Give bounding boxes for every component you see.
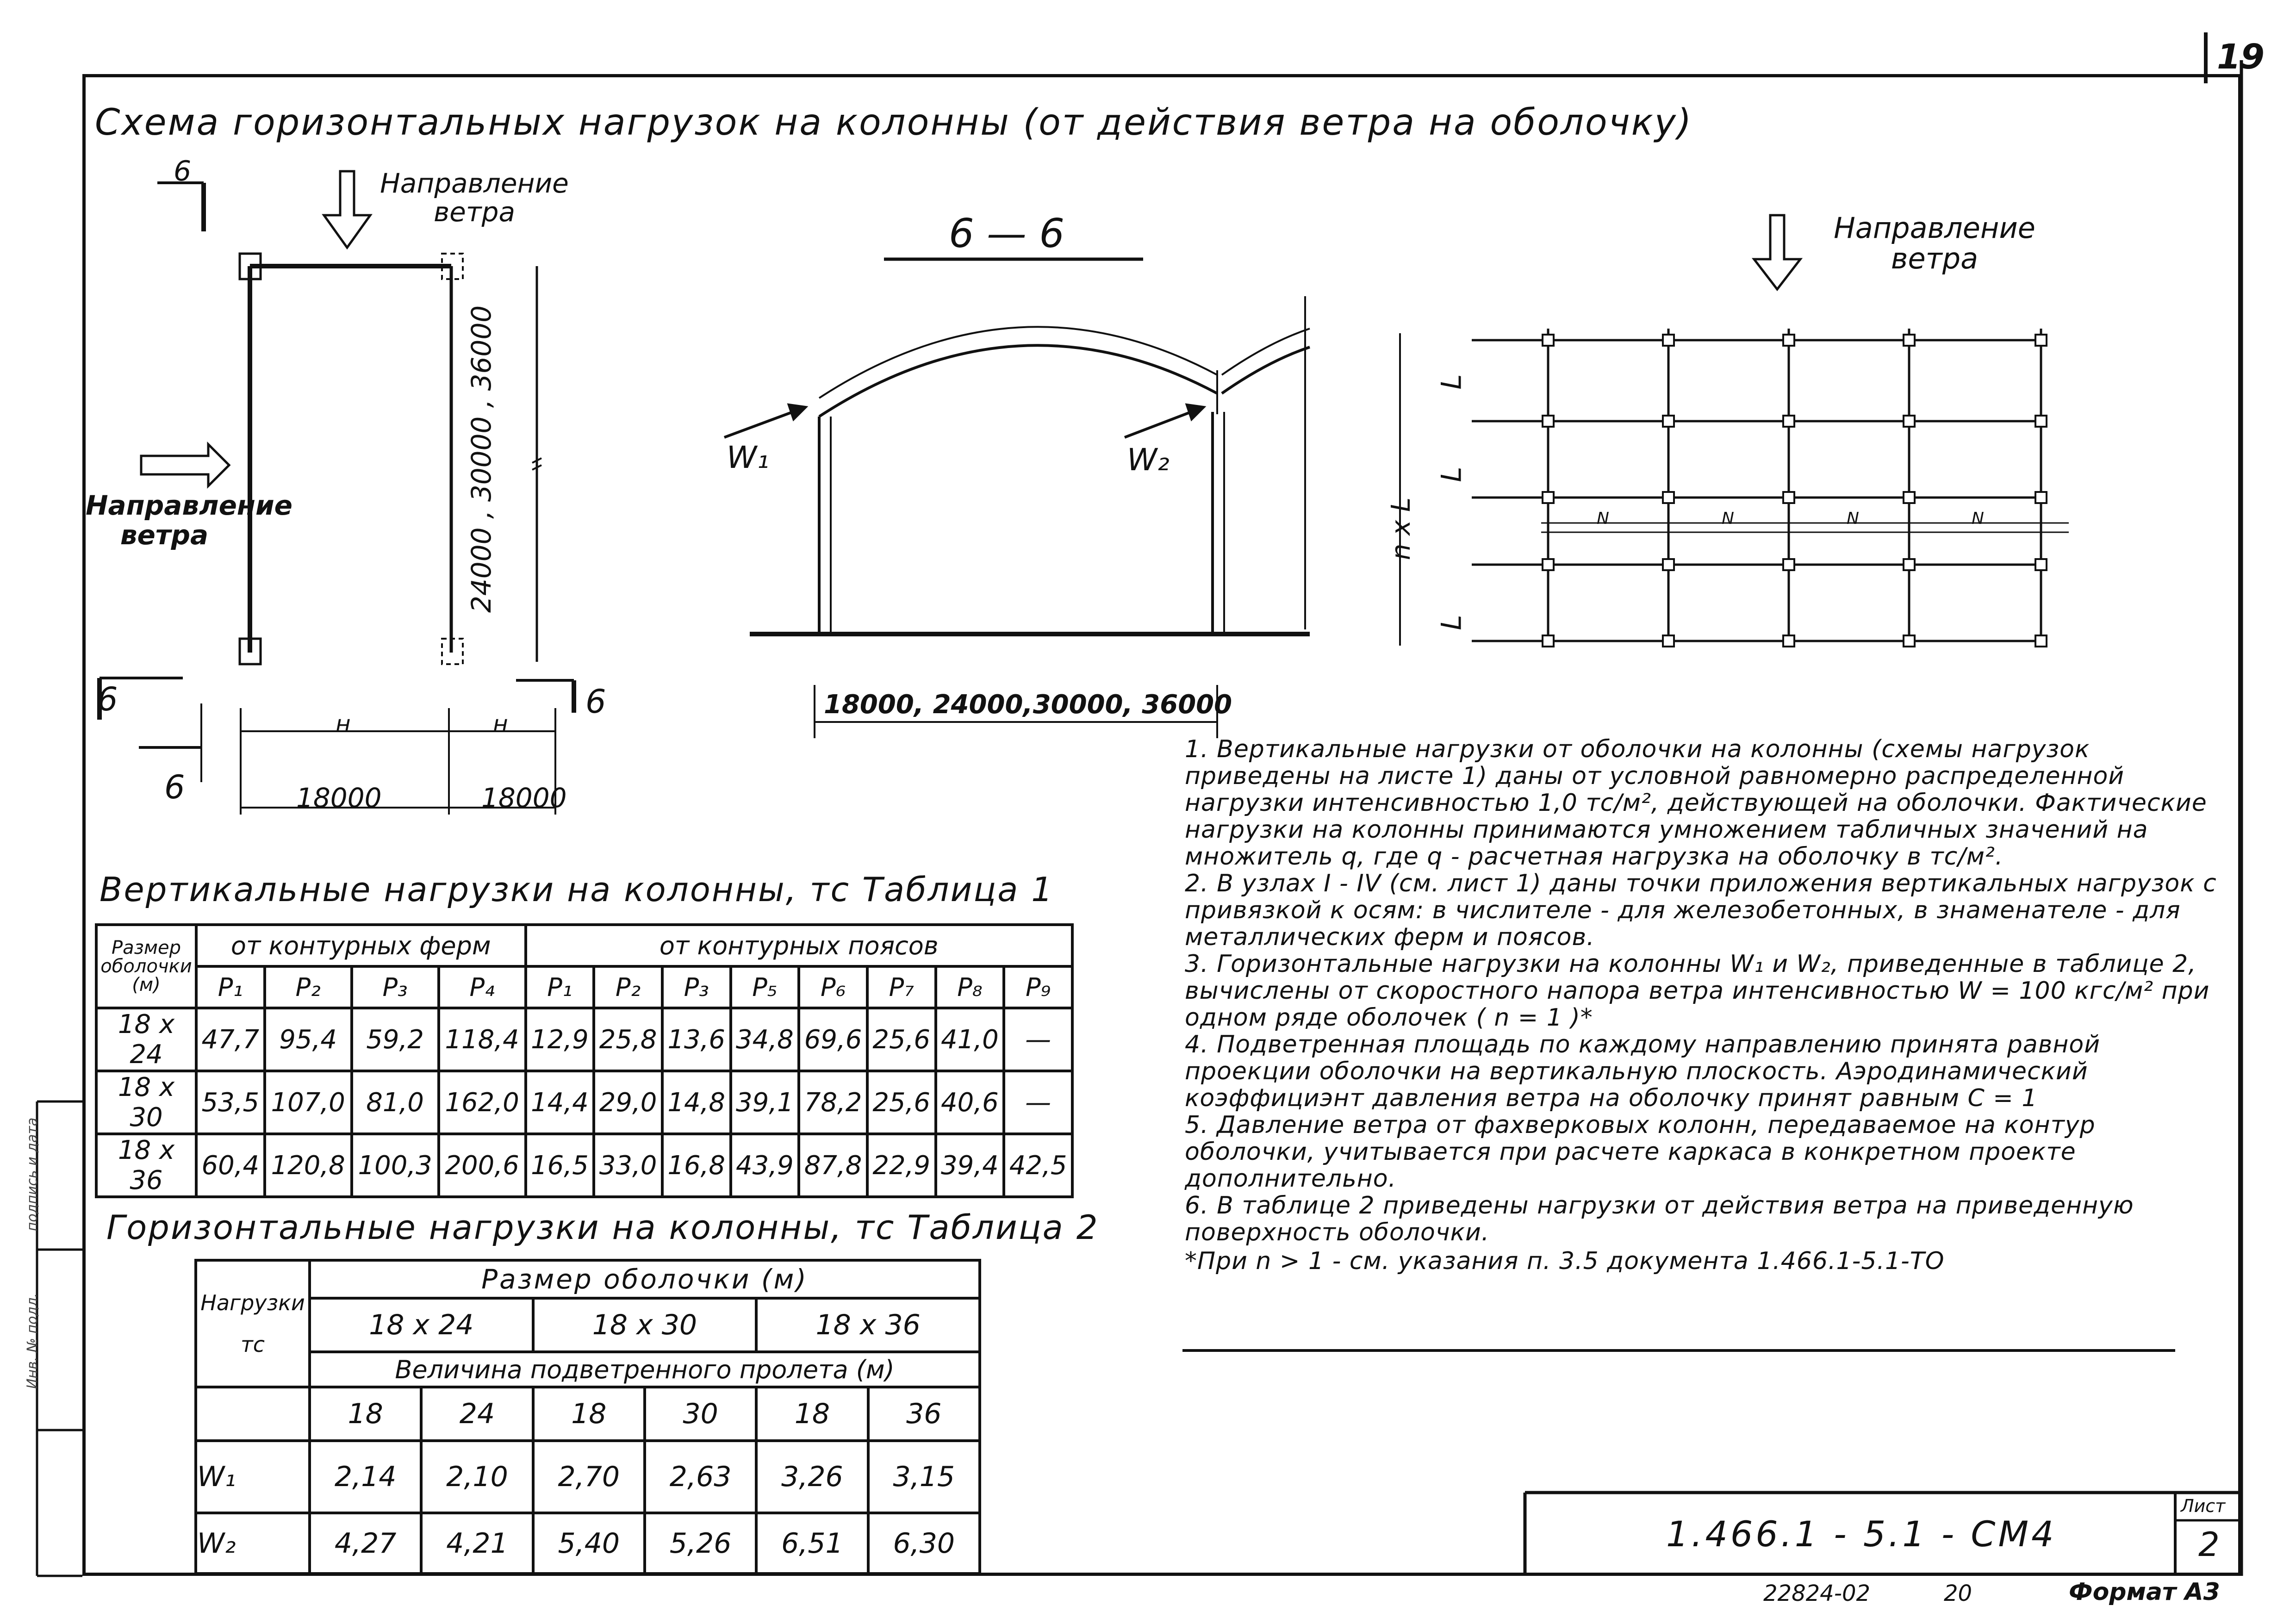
table2-cell: 5,26 (645, 1513, 756, 1574)
table1-cell: 14,4 (526, 1071, 594, 1134)
grid-l-label-3: L (1435, 615, 1468, 630)
notes (1185, 736, 2231, 1275)
table1-cell: 120,8 (265, 1134, 352, 1197)
table1-col: P₃ (352, 966, 439, 1008)
format-label: Формат А3 (2069, 1578, 2220, 1606)
table1-cell: 200,6 (439, 1134, 526, 1197)
table1-cell: 162,0 (439, 1071, 526, 1134)
grid-nxl-label: n x L (1386, 497, 1417, 560)
table1-col: P₄ (439, 966, 526, 1008)
title-block-sheet-label: Лист (2181, 1496, 2226, 1516)
table2-span: 30 (645, 1387, 756, 1441)
table1-col: P₅ (731, 966, 799, 1008)
plan-section-mark-left: 6 (97, 680, 118, 718)
footnote: *При n > 1 - см. указания п. 3.5 документа 1.466.1-5.1-ТО (1185, 1247, 1945, 1275)
table1-cell: 16,8 (662, 1134, 731, 1197)
table1-col: P₁ (526, 966, 594, 1008)
grid-n-mark-3: N (1847, 509, 1859, 528)
grid-n-mark-1: N (1597, 509, 1609, 528)
plan-ditto-2: н (493, 710, 508, 737)
table1-cell: 29,0 (594, 1071, 662, 1134)
table2-cell: 4,21 (421, 1513, 533, 1574)
table1-cell: 16,5 (526, 1134, 594, 1197)
table1-cell: 34,8 (731, 1008, 799, 1071)
table1-cell: 87,8 (799, 1134, 867, 1197)
table1-cell: 39,4 (936, 1134, 1004, 1197)
table1-cell: 47,7 (196, 1008, 265, 1071)
table1-cell: 118,4 (439, 1008, 526, 1071)
table1-col: P₃ (662, 966, 731, 1008)
table2-head-loads-2: тс (240, 1332, 265, 1357)
title-block-code: 1.466.1 - 5.1 - СМ4 (1666, 1513, 2057, 1555)
table-row (96, 1071, 1072, 1134)
main-title: Схема горизонтальных нагрузок на колонны (от действия ветра на оболочку) (95, 102, 1693, 143)
table1-cell: 12,9 (526, 1008, 594, 1071)
table1-cell: 18 x 36 (96, 1134, 196, 1197)
table1-cell: 60,4 (196, 1134, 265, 1197)
note-item: 4. Подветренная площадь по каждому направлению принята равной проекции оболочки на вертикальную плоскость. Аэродинамический коэффициэнт давления ветра на оболочку принят равным С = 1 (1185, 1031, 2100, 1112)
table1-cell: 25,8 (594, 1008, 662, 1071)
table2-size: 18 x 24 (310, 1298, 533, 1352)
table2 (194, 1259, 981, 1575)
table1-cell: 25,6 (867, 1008, 936, 1071)
section-w1: W₁ (727, 440, 769, 475)
table1 (95, 923, 1074, 1198)
plan-ditto-1: н (336, 710, 351, 737)
table1-cell: 25,6 (867, 1071, 936, 1134)
table1-cell: 107,0 (265, 1071, 352, 1134)
table2-cell: W₁ (196, 1441, 310, 1513)
section-w2: W₂ (1127, 442, 1170, 478)
table2-cell: 3,26 (756, 1441, 868, 1513)
table1-cell: 18 x 24 (96, 1008, 196, 1071)
section-span-dim: 18000, 24000,30000, 36000 (824, 690, 1232, 720)
table-row (96, 1008, 1072, 1071)
plan-wind-label-side: Направление ветра (86, 490, 292, 551)
grid-l-label-2: L (1435, 467, 1468, 482)
table1-cell: 53,5 (196, 1071, 265, 1134)
table2-cell: 2,10 (421, 1441, 533, 1513)
table2-cell: 4,27 (310, 1513, 421, 1574)
table1-cell: 42,5 (1004, 1134, 1072, 1197)
table1-col: P₂ (594, 966, 662, 1008)
stamp-number: 22824-02 (1763, 1580, 1871, 1606)
table1-col: P₁ (196, 966, 265, 1008)
plan-section-mark-bottom: 6 (164, 768, 185, 806)
table1-group2: от контурных поясов (526, 925, 1072, 966)
table2-cell: 6,30 (868, 1513, 980, 1574)
table2-cell: 2,70 (533, 1441, 645, 1513)
table1-head-size: Размер оболочки (м) (96, 925, 196, 1008)
table2-cell: W₂ (196, 1513, 310, 1574)
table1-cell: 18 x 30 (96, 1071, 196, 1134)
table1-cell: 69,6 (799, 1008, 867, 1071)
table1-col: P₈ (936, 966, 1004, 1008)
table2-head-loads-1: Нагрузки (200, 1290, 305, 1315)
side-stamp-1: подпись и дата (24, 1117, 41, 1232)
table1-group1: от контурных ферм (196, 925, 526, 966)
table1-cell: 43,9 (731, 1134, 799, 1197)
section-title: 6 — 6 (949, 211, 1065, 257)
note-item: 6. В таблице 2 приведены нагрузки от действия ветра на приведенную поверхность оболочки. (1185, 1192, 2134, 1246)
table2-span-head: Величина подветренного пролета (м) (310, 1352, 980, 1387)
table-row (196, 1513, 980, 1574)
stamp-page: 20 (1944, 1580, 1972, 1606)
note-item: 3. Горизонтальные нагрузки на колонны W₁ и W₂, приведенные в таблице 2, вычислены от скоростного напора ветра интенсивностью W = 100 кгс/м² при одном ряде оболочек ( n = 1 )* (1185, 950, 2210, 1032)
table2-span: 18 (756, 1387, 868, 1441)
plan-section-mark-top: 6 (174, 155, 192, 187)
plan-height-dim: 24000 , 30000 , 36000 (466, 305, 497, 613)
note-item: 5. Давление ветра от фахверковых колонн, передаваемое на контур оболочки, учитывается при расчете каркаса в конкретном проекте дополнительно. (1185, 1111, 2096, 1193)
table1-cell: 41,0 (936, 1008, 1004, 1071)
table-row (196, 1441, 980, 1513)
note-item: 2. В узлах I - IV (см. лист 1) даны точки приложения вертикальных нагрузок с привязкой к осям: в числителе - для железобетонных, в знаменателе - для металлических ферм и поясов. (1185, 870, 2217, 951)
table1-title: Вертикальные нагрузки на колонны, тс Таблица 1 (100, 870, 1054, 909)
table1-cell: 81,0 (352, 1071, 439, 1134)
table2-cell: 5,40 (533, 1513, 645, 1574)
table1-col: P₆ (799, 966, 867, 1008)
grid-l-label-1: L (1435, 374, 1468, 390)
table1-cell: 33,0 (594, 1134, 662, 1197)
table1-cell: 13,6 (662, 1008, 731, 1071)
table2-span: 36 (868, 1387, 980, 1441)
table1-cell: — (1004, 1071, 1072, 1134)
table2-span: 18 (310, 1387, 421, 1441)
table2-cell: 3,15 (868, 1441, 980, 1513)
plan-dim-2: 18000 (481, 782, 567, 814)
table2-title: Горизонтальные нагрузки на колонны, тс Таблица 2 (106, 1208, 1099, 1247)
table1-cell: 22,9 (867, 1134, 936, 1197)
table2-span: 24 (421, 1387, 533, 1441)
table1-cell: 100,3 (352, 1134, 439, 1197)
grid-wind-label: Направление ветра (1834, 211, 2035, 275)
table2-span: 18 (533, 1387, 645, 1441)
page-number: 19 (2217, 37, 2265, 77)
table1-col: P₇ (867, 966, 936, 1008)
table2-empty-cell (196, 1387, 310, 1441)
table1-cell: 40,6 (936, 1071, 1004, 1134)
table-row (96, 1134, 1072, 1197)
table2-cell: 6,51 (756, 1513, 868, 1574)
note-item: 1. Вертикальные нагрузки от оболочки на колонны (схемы нагрузок приведены на листе 1) даны от условной равномерно распределенной нагрузки интенсивностью 1,0 тс/м², действующей на оболочки. Фактические нагрузки на колонны принимаются умножением табличных значений на множитель q, где q - расчетная нагрузка на оболочку в тс/м². (1185, 735, 2207, 871)
table1-cell: 39,1 (731, 1071, 799, 1134)
table1-cell: 95,4 (265, 1008, 352, 1071)
table1-cell: 14,8 (662, 1071, 731, 1134)
table1-col: P₂ (265, 966, 352, 1008)
side-stamp-2: Инв. № подл. (24, 1293, 41, 1389)
plan-dim-1: 18000 (296, 782, 382, 814)
plan-wind-label: Направление ветра (380, 168, 569, 228)
plan-section-mark-right: 6 (585, 683, 606, 721)
title-block-sheet-no: 2 (2198, 1525, 2220, 1564)
table1-cell: — (1004, 1008, 1072, 1071)
grid-n-mark-4: N (1972, 509, 1984, 528)
table2-cell: 2,14 (310, 1441, 421, 1513)
table2-head-size: Размер оболочки (м) (310, 1260, 980, 1298)
table2-head-loads (196, 1260, 310, 1387)
table2-size: 18 x 30 (533, 1298, 757, 1352)
table2-cell: 2,63 (645, 1441, 756, 1513)
table1-col: P₉ (1004, 966, 1072, 1008)
table2-size: 18 x 36 (756, 1298, 980, 1352)
grid-n-mark-2: N (1722, 509, 1734, 528)
table1-cell: 78,2 (799, 1071, 867, 1134)
table1-cell: 59,2 (352, 1008, 439, 1071)
